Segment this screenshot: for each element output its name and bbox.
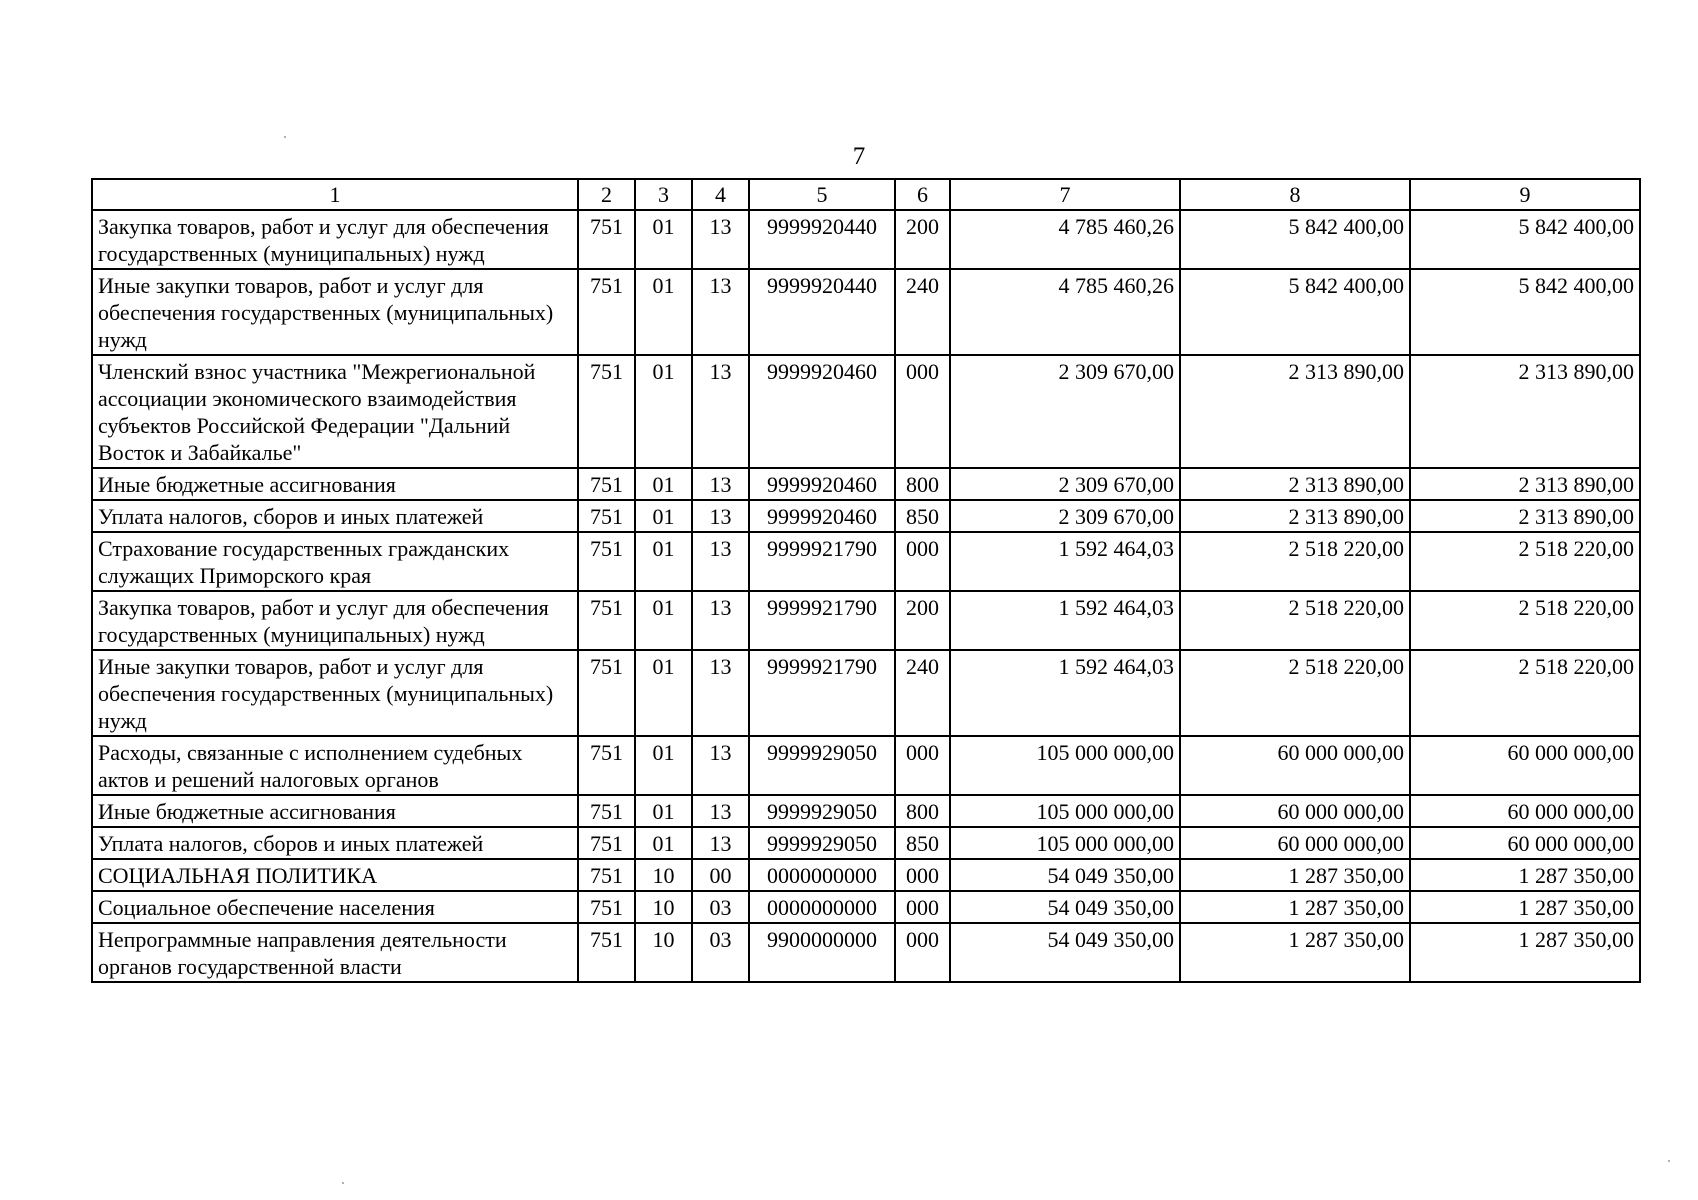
section-code: 01 bbox=[635, 827, 692, 859]
expense-type-code: 240 bbox=[895, 269, 950, 355]
subsection-code: 13 bbox=[692, 795, 749, 827]
admin-code: 751 bbox=[578, 827, 635, 859]
scan-speck bbox=[284, 136, 286, 138]
section-code: 10 bbox=[635, 891, 692, 923]
target-article-code: 9999920460 bbox=[749, 355, 895, 468]
amount-col-7: 4 785 460,26 bbox=[950, 269, 1180, 355]
expense-type-code: 850 bbox=[895, 827, 950, 859]
amount-col-8: 1 287 350,00 bbox=[1180, 859, 1410, 891]
amount-col-9: 5 842 400,00 bbox=[1410, 210, 1640, 269]
column-header-8: 8 bbox=[1180, 179, 1410, 210]
target-article-code: 0000000000 bbox=[749, 891, 895, 923]
subsection-code: 13 bbox=[692, 500, 749, 532]
row-name: Членский взнос участника "Межрегиональной ассоциации экономического взаимодействия субъектов Российской Федерации "Дальний Восток и Забайкалье" bbox=[92, 355, 578, 468]
target-article-code: 9999920460 bbox=[749, 500, 895, 532]
section-code: 01 bbox=[635, 591, 692, 650]
target-article-code: 9999920460 bbox=[749, 468, 895, 500]
subsection-code: 13 bbox=[692, 591, 749, 650]
admin-code: 751 bbox=[578, 532, 635, 591]
column-header-6: 6 bbox=[895, 179, 950, 210]
column-header-9: 9 bbox=[1410, 179, 1640, 210]
subsection-code: 13 bbox=[692, 269, 749, 355]
target-article-code: 9999920440 bbox=[749, 210, 895, 269]
amount-col-7: 54 049 350,00 bbox=[950, 859, 1180, 891]
row-name: Непрограммные направления деятельности органов государственной власти bbox=[92, 923, 578, 982]
target-article-code: 9900000000 bbox=[749, 923, 895, 982]
amount-col-7: 1 592 464,03 bbox=[950, 650, 1180, 736]
section-code: 10 bbox=[635, 859, 692, 891]
row-name: Уплата налогов, сборов и иных платежей bbox=[92, 500, 578, 532]
admin-code: 751 bbox=[578, 591, 635, 650]
table-row bbox=[92, 210, 1640, 269]
amount-col-8: 2 313 890,00 bbox=[1180, 468, 1410, 500]
admin-code: 751 bbox=[578, 650, 635, 736]
amount-col-9: 2 313 890,00 bbox=[1410, 355, 1640, 468]
subsection-code: 03 bbox=[692, 923, 749, 982]
amount-col-9: 1 287 350,00 bbox=[1410, 859, 1640, 891]
amount-col-7: 1 592 464,03 bbox=[950, 591, 1180, 650]
amount-col-9: 2 313 890,00 bbox=[1410, 468, 1640, 500]
admin-code: 751 bbox=[578, 269, 635, 355]
column-header-2: 2 bbox=[578, 179, 635, 210]
section-code: 01 bbox=[635, 736, 692, 795]
admin-code: 751 bbox=[578, 468, 635, 500]
amount-col-7: 2 309 670,00 bbox=[950, 468, 1180, 500]
amount-col-8: 2 518 220,00 bbox=[1180, 591, 1410, 650]
admin-code: 751 bbox=[578, 736, 635, 795]
amount-col-7: 54 049 350,00 bbox=[950, 923, 1180, 982]
admin-code: 751 bbox=[578, 859, 635, 891]
amount-col-8: 60 000 000,00 bbox=[1180, 827, 1410, 859]
section-code: 01 bbox=[635, 500, 692, 532]
amount-col-7: 4 785 460,26 bbox=[950, 210, 1180, 269]
amount-col-7: 2 309 670,00 bbox=[950, 355, 1180, 468]
expense-type-code: 000 bbox=[895, 355, 950, 468]
target-article-code: 0000000000 bbox=[749, 859, 895, 891]
expense-type-code: 200 bbox=[895, 210, 950, 269]
expense-type-code: 000 bbox=[895, 891, 950, 923]
subsection-code: 00 bbox=[692, 859, 749, 891]
amount-col-7: 105 000 000,00 bbox=[950, 827, 1180, 859]
amount-col-9: 5 842 400,00 bbox=[1410, 269, 1640, 355]
column-header-7: 7 bbox=[950, 179, 1180, 210]
amount-col-8: 5 842 400,00 bbox=[1180, 269, 1410, 355]
expense-type-code: 000 bbox=[895, 859, 950, 891]
admin-code: 751 bbox=[578, 210, 635, 269]
subsection-code: 13 bbox=[692, 532, 749, 591]
row-name: Иные закупки товаров, работ и услуг для обеспечения государственных (муниципальных) нужд bbox=[92, 650, 578, 736]
target-article-code: 9999921790 bbox=[749, 532, 895, 591]
row-name: Закупка товаров, работ и услуг для обеспечения государственных (муниципальных) нужд bbox=[92, 210, 578, 269]
amount-col-7: 2 309 670,00 bbox=[950, 500, 1180, 532]
column-header-1: 1 bbox=[92, 179, 578, 210]
expense-type-code: 000 bbox=[895, 736, 950, 795]
table-row bbox=[92, 795, 1640, 827]
admin-code: 751 bbox=[578, 795, 635, 827]
column-header-3: 3 bbox=[635, 179, 692, 210]
row-name: Страхование государственных гражданских служащих Приморского края bbox=[92, 532, 578, 591]
row-name: Иные закупки товаров, работ и услуг для обеспечения государственных (муниципальных) нужд bbox=[92, 269, 578, 355]
admin-code: 751 bbox=[578, 355, 635, 468]
amount-col-8: 2 313 890,00 bbox=[1180, 355, 1410, 468]
amount-col-8: 60 000 000,00 bbox=[1180, 795, 1410, 827]
scan-speck bbox=[342, 1182, 344, 1184]
section-code: 01 bbox=[635, 210, 692, 269]
table-row bbox=[92, 355, 1640, 468]
subsection-code: 13 bbox=[692, 827, 749, 859]
expense-type-code: 240 bbox=[895, 650, 950, 736]
admin-code: 751 bbox=[578, 500, 635, 532]
amount-col-9: 1 287 350,00 bbox=[1410, 923, 1640, 982]
expense-type-code: 000 bbox=[895, 923, 950, 982]
table-row bbox=[92, 468, 1640, 500]
expense-type-code: 800 bbox=[895, 468, 950, 500]
target-article-code: 9999929050 bbox=[749, 827, 895, 859]
admin-code: 751 bbox=[578, 923, 635, 982]
target-article-code: 9999929050 bbox=[749, 795, 895, 827]
expense-type-code: 000 bbox=[895, 532, 950, 591]
amount-col-9: 2 518 220,00 bbox=[1410, 650, 1640, 736]
target-article-code: 9999929050 bbox=[749, 736, 895, 795]
amount-col-8: 2 518 220,00 bbox=[1180, 532, 1410, 591]
table-row bbox=[92, 859, 1640, 891]
table-row bbox=[92, 591, 1640, 650]
row-name: Расходы, связанные с исполнением судебных актов и решений налоговых органов bbox=[92, 736, 578, 795]
table-row bbox=[92, 650, 1640, 736]
admin-code: 751 bbox=[578, 891, 635, 923]
amount-col-8: 5 842 400,00 bbox=[1180, 210, 1410, 269]
scan-speck bbox=[1668, 1160, 1670, 1162]
section-code: 01 bbox=[635, 532, 692, 591]
section-code: 01 bbox=[635, 795, 692, 827]
amount-col-7: 1 592 464,03 bbox=[950, 532, 1180, 591]
subsection-code: 03 bbox=[692, 891, 749, 923]
column-header-5: 5 bbox=[749, 179, 895, 210]
section-code: 10 bbox=[635, 923, 692, 982]
amount-col-8: 2 518 220,00 bbox=[1180, 650, 1410, 736]
header-row bbox=[92, 179, 1640, 210]
amount-col-7: 54 049 350,00 bbox=[950, 891, 1180, 923]
section-code: 01 bbox=[635, 269, 692, 355]
table-row bbox=[92, 827, 1640, 859]
page-number: 7 bbox=[852, 143, 866, 170]
column-header-4: 4 bbox=[692, 179, 749, 210]
amount-col-9: 60 000 000,00 bbox=[1410, 795, 1640, 827]
amount-col-8: 2 313 890,00 bbox=[1180, 500, 1410, 532]
table-row bbox=[92, 923, 1640, 982]
table-row bbox=[92, 500, 1640, 532]
amount-col-7: 105 000 000,00 bbox=[950, 736, 1180, 795]
subsection-code: 13 bbox=[692, 736, 749, 795]
table-row bbox=[92, 891, 1640, 923]
row-name: Уплата налогов, сборов и иных платежей bbox=[92, 827, 578, 859]
row-name: Иные бюджетные ассигнования bbox=[92, 795, 578, 827]
target-article-code: 9999921790 bbox=[749, 650, 895, 736]
table-row bbox=[92, 269, 1640, 355]
subsection-code: 13 bbox=[692, 650, 749, 736]
table-row bbox=[92, 532, 1640, 591]
table-row bbox=[92, 736, 1640, 795]
target-article-code: 9999921790 bbox=[749, 591, 895, 650]
row-name: СОЦИАЛЬНАЯ ПОЛИТИКА bbox=[92, 859, 578, 891]
budget-table bbox=[91, 178, 1641, 983]
section-code: 01 bbox=[635, 468, 692, 500]
amount-col-9: 1 287 350,00 bbox=[1410, 891, 1640, 923]
row-name: Иные бюджетные ассигнования bbox=[92, 468, 578, 500]
expense-type-code: 800 bbox=[895, 795, 950, 827]
expense-type-code: 850 bbox=[895, 500, 950, 532]
subsection-code: 13 bbox=[692, 210, 749, 269]
subsection-code: 13 bbox=[692, 355, 749, 468]
amount-col-9: 60 000 000,00 bbox=[1410, 827, 1640, 859]
amount-col-8: 1 287 350,00 bbox=[1180, 891, 1410, 923]
amount-col-9: 2 518 220,00 bbox=[1410, 532, 1640, 591]
amount-col-8: 60 000 000,00 bbox=[1180, 736, 1410, 795]
amount-col-9: 2 313 890,00 bbox=[1410, 500, 1640, 532]
section-code: 01 bbox=[635, 650, 692, 736]
row-name: Закупка товаров, работ и услуг для обеспечения государственных (муниципальных) нужд bbox=[92, 591, 578, 650]
subsection-code: 13 bbox=[692, 468, 749, 500]
amount-col-9: 60 000 000,00 bbox=[1410, 736, 1640, 795]
section-code: 01 bbox=[635, 355, 692, 468]
expense-type-code: 200 bbox=[895, 591, 950, 650]
amount-col-9: 2 518 220,00 bbox=[1410, 591, 1640, 650]
amount-col-7: 105 000 000,00 bbox=[950, 795, 1180, 827]
target-article-code: 9999920440 bbox=[749, 269, 895, 355]
amount-col-8: 1 287 350,00 bbox=[1180, 923, 1410, 982]
row-name: Социальное обеспечение населения bbox=[92, 891, 578, 923]
